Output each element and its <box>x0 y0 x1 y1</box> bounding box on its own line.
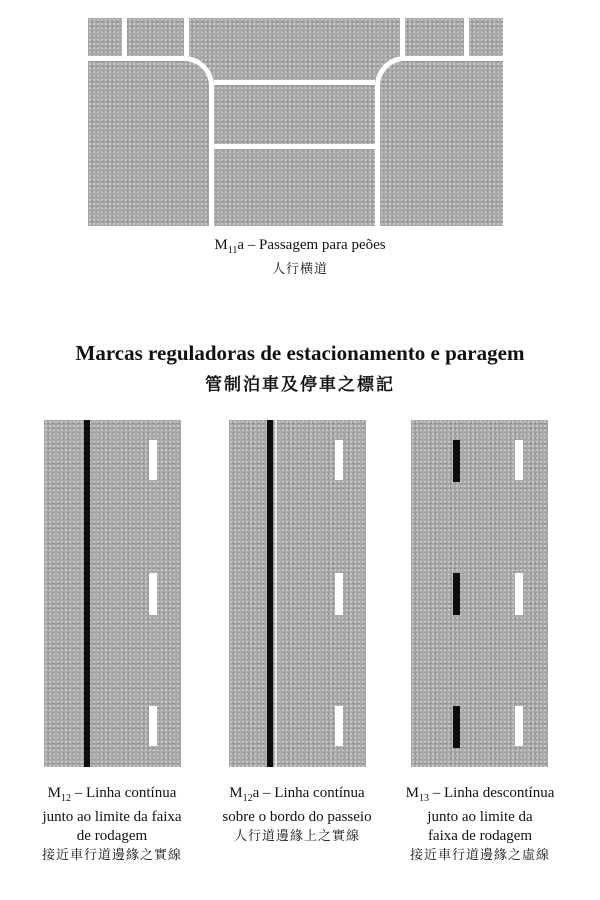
lane-dash <box>515 440 523 480</box>
broken-line-segment <box>453 573 460 615</box>
corner-curve-left <box>184 56 214 86</box>
lane-dash <box>149 706 157 746</box>
lane-dash <box>335 440 343 480</box>
panel-m12a-cjk: 人行道邊緣上之實線 <box>233 829 360 844</box>
crossing-caption-cjk: 人行横道 <box>271 262 328 277</box>
lane-dash <box>149 573 157 615</box>
panel-m13-cjk: 接近車行道邊緣之虛線 <box>409 848 550 863</box>
broken-line-segment <box>453 706 460 748</box>
block-gap <box>184 18 189 56</box>
kerb-vertical-left <box>209 84 214 226</box>
panel-m13-caption: $M_{13}$ – Linha descontínua junto ao limite da faixa de rodagem 接近車行道邊緣之虛線 <box>388 784 572 865</box>
block-gap <box>464 18 469 56</box>
panel-m12-cjk: 接近車行道邊緣之實線 <box>41 848 182 863</box>
lane-dash <box>515 706 523 746</box>
corner-curve-right <box>375 56 405 86</box>
block-gap <box>400 18 405 56</box>
section-subtitle-cjk: 管制泊車及停車之標記 <box>205 375 395 395</box>
panel-m12a <box>229 420 366 767</box>
kerb-vertical-right <box>375 84 380 226</box>
panel-m12 <box>44 420 181 767</box>
lane-dash <box>515 573 523 615</box>
lane-dash <box>335 706 343 746</box>
kerb-line <box>400 56 503 61</box>
broken-line-segment <box>453 440 460 482</box>
section-title: Marcas reguladoras de estacionamento e paragem <box>75 341 525 365</box>
panel-m13 <box>411 420 548 767</box>
panel-m12-caption: $M_{12}$ – Linha contínua junto ao limite da faixa de rodagem 接近車行道邊緣之實線 <box>27 784 197 865</box>
block-gap <box>122 18 127 56</box>
lane-dash <box>335 573 343 615</box>
crossing-line-bottom <box>214 144 375 149</box>
panel-m12a-caption: $M_{12}a$ – Linha contínua sobre o bordo do passeio 人行道邊緣上之實線 <box>207 784 387 846</box>
lane-dash <box>149 440 157 480</box>
crossing-line-top <box>214 80 375 85</box>
crossing-diagram <box>88 18 503 226</box>
kerb-line <box>88 56 188 61</box>
continuous-line <box>267 420 273 767</box>
kerb-edge <box>275 420 277 767</box>
crossing-caption: $M_{11}a$ – Passagem para peões 人行横道 <box>150 236 450 279</box>
continuous-line <box>84 420 90 767</box>
